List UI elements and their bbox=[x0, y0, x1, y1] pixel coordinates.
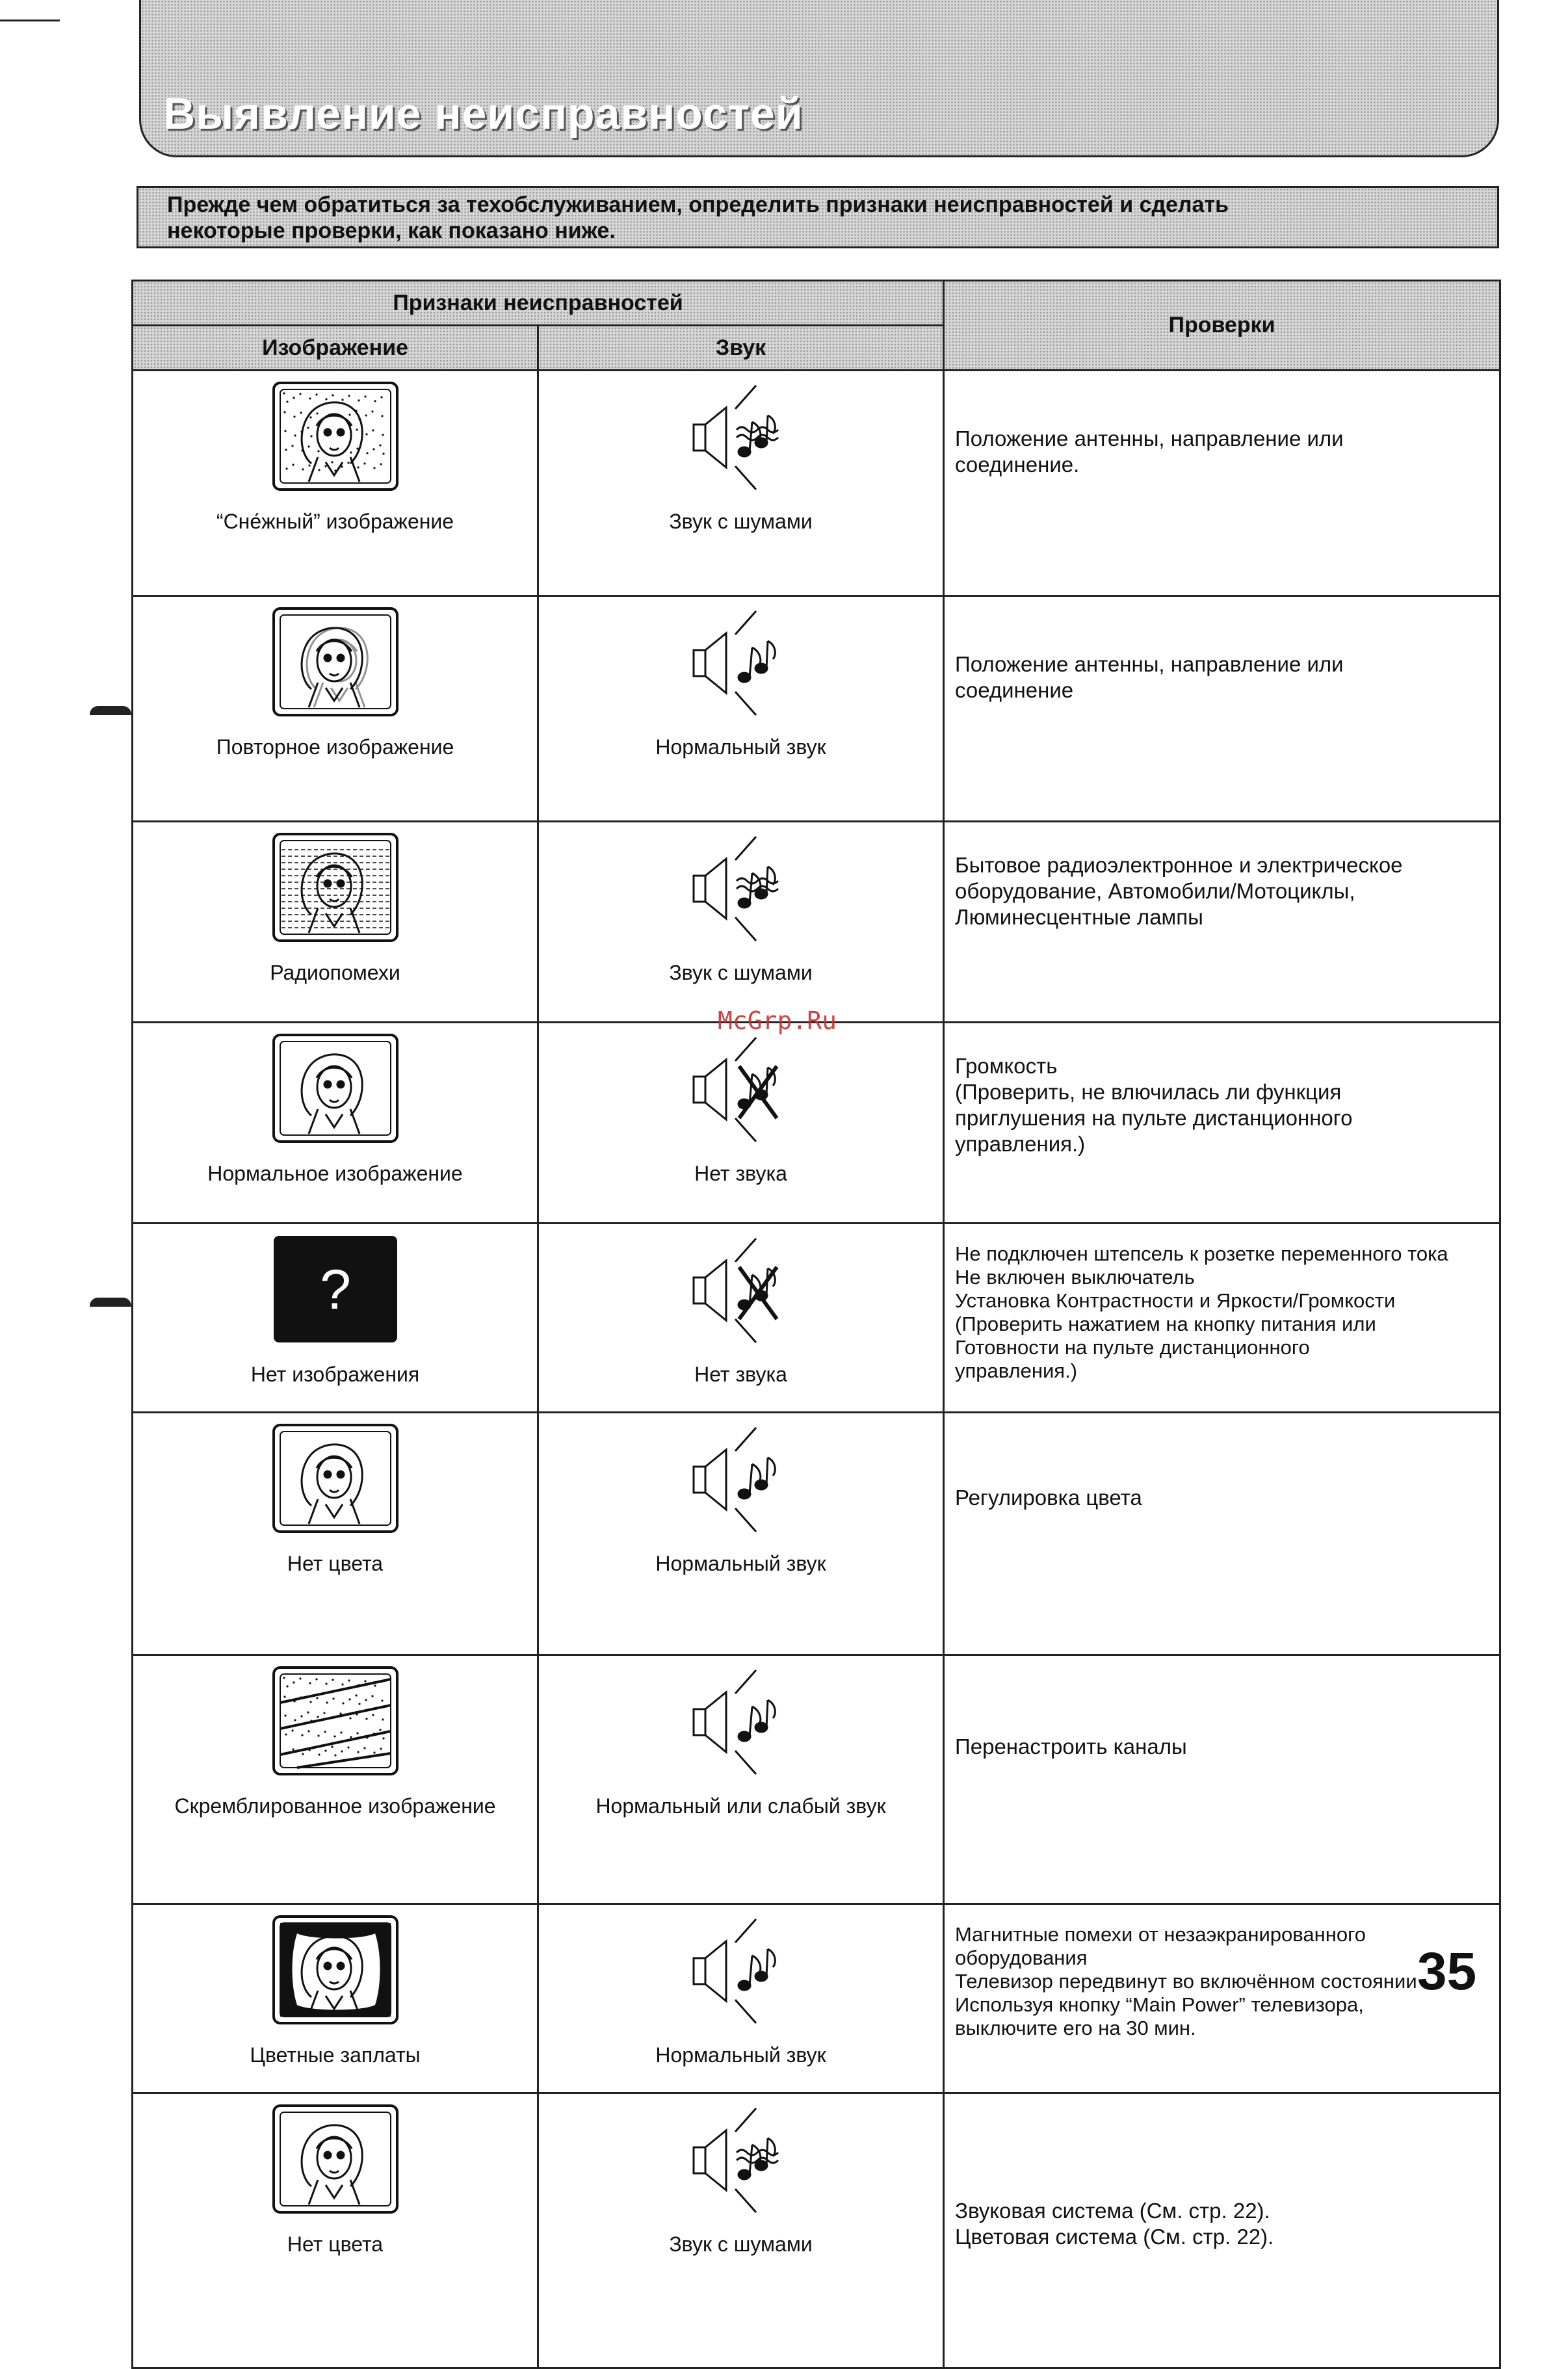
normal-tv-icon bbox=[271, 1422, 400, 1538]
image-symptom-cell bbox=[133, 596, 538, 822]
sound-symptom-cell bbox=[538, 1023, 944, 1224]
sound-symptom-label: Нет звука bbox=[694, 1363, 787, 1386]
image-symptom-label: Скремблированное изображение bbox=[174, 1794, 496, 1818]
check-line: Установка Контрастности и Яркости/Громкости bbox=[955, 1289, 1396, 1312]
sound-symptom-cell bbox=[538, 596, 944, 822]
check-line: Звуковая система (См. стр. 22). bbox=[955, 2199, 1270, 2223]
check-line: соединение bbox=[955, 678, 1074, 702]
speaker-icon bbox=[679, 601, 803, 727]
page-title: Выявление неисправностей bbox=[163, 89, 804, 138]
checks-cell bbox=[944, 1413, 1500, 1655]
watermark: McGrp.Ru bbox=[718, 1006, 837, 1035]
check-line: Бытовое радиоэлектронное и электрическое bbox=[955, 853, 1403, 877]
sound-symptom-label: Нормальный звук bbox=[655, 1552, 826, 1575]
image-symptom-cell bbox=[133, 822, 538, 1023]
check-line: приглушения на пульте дистанционного bbox=[955, 1106, 1353, 1130]
table-row bbox=[133, 371, 1500, 596]
scrambled-tv-icon bbox=[271, 1665, 400, 1780]
binding-mark bbox=[90, 706, 131, 715]
check-line: Положение антенны, направление или bbox=[955, 426, 1344, 451]
check-line: Перенастроить каналы bbox=[955, 1734, 1187, 1759]
check-line: управления.) bbox=[955, 1359, 1078, 1382]
normal-tv-icon bbox=[271, 2103, 400, 2218]
image-symptom-cell bbox=[133, 1413, 538, 1655]
check-line: оборудование, Автомобили/Мотоциклы, bbox=[955, 879, 1355, 903]
noisy-speaker-icon bbox=[679, 375, 803, 502]
sound-symptom-label: Звук с шумами bbox=[669, 2232, 813, 2256]
speaker-icon bbox=[679, 1417, 803, 1544]
check-line: Используя кнопку “Main Power” телевизора, bbox=[955, 1993, 1364, 2016]
check-line: Регулировка цвета bbox=[955, 1486, 1142, 1510]
corner-rule bbox=[0, 20, 60, 21]
check-line: Не включен выключатель bbox=[955, 1266, 1195, 1289]
checks-cell bbox=[944, 1655, 1500, 1904]
sound-symptom-label: Нормальный звук bbox=[655, 735, 826, 759]
noisy-speaker-icon bbox=[679, 826, 803, 953]
check-line: Положение антенны, направление или bbox=[955, 652, 1344, 676]
check-line: Люминесцентные лампы bbox=[955, 905, 1203, 929]
sound-symptom-label: Нет звука bbox=[694, 1162, 787, 1185]
image-symptom-cell bbox=[133, 2093, 538, 2368]
muted-speaker-icon bbox=[679, 1228, 803, 1355]
blank-tv-icon bbox=[271, 1233, 400, 1348]
image-symptom-cell bbox=[133, 1904, 538, 2093]
image-header: Изображение bbox=[133, 326, 538, 371]
checks-cell bbox=[944, 596, 1500, 822]
symptoms-header: Признаки неисправностей bbox=[133, 281, 944, 326]
image-symptom-cell bbox=[133, 1655, 538, 1904]
checks-cell bbox=[944, 1224, 1500, 1413]
check-line: управления.) bbox=[955, 1132, 1086, 1156]
check-line: Магнитные помехи от незаэкранированного bbox=[955, 1923, 1366, 1946]
interference-tv-icon bbox=[271, 831, 400, 947]
speaker-icon bbox=[679, 1660, 803, 1787]
image-symptom-label: Нормальное изображение bbox=[207, 1162, 463, 1185]
question-mark-glyph: ? bbox=[319, 1259, 351, 1321]
check-line: оборудования bbox=[955, 1946, 1088, 1969]
ghost-tv-icon bbox=[271, 606, 400, 721]
check-line: Не подключен штепсель к розетке переменного тока bbox=[955, 1242, 1448, 1265]
check-line: (Проверить, не влючилась ли функция bbox=[955, 1080, 1342, 1104]
image-symptom-cell bbox=[133, 371, 538, 596]
checks-cell bbox=[944, 2093, 1500, 2368]
image-symptom-label: “Сне́жный” изображение bbox=[216, 510, 454, 533]
sound-symptom-cell bbox=[538, 1655, 944, 1904]
table-row bbox=[133, 1655, 1500, 1904]
checks-header: Проверки bbox=[944, 281, 1500, 371]
table-row bbox=[133, 1224, 1500, 1413]
table-row bbox=[133, 1023, 1500, 1224]
check-line: выключите его на 30 мин. bbox=[955, 2017, 1196, 2039]
image-symptom-cell bbox=[133, 1224, 538, 1413]
binding-mark bbox=[90, 1298, 131, 1307]
table-row bbox=[133, 1413, 1500, 1655]
sound-symptom-label: Звук с шумами bbox=[669, 510, 813, 533]
sound-symptom-cell bbox=[538, 1904, 944, 2093]
check-line: Цветовая система (См. стр. 22). bbox=[955, 2225, 1274, 2249]
sound-symptom-label: Нормальный или слабый звук bbox=[595, 1794, 886, 1818]
sound-symptom-cell bbox=[538, 1224, 944, 1413]
intro-line: некоторые проверки, как показано ниже. bbox=[167, 218, 616, 243]
check-line: Телевизор передвинут во включённом состоянии bbox=[955, 1970, 1417, 1993]
troubleshooting-table bbox=[131, 280, 1501, 2369]
intro-box bbox=[137, 186, 1499, 248]
image-symptom-cell bbox=[133, 1023, 538, 1224]
check-line: Громкость bbox=[955, 1054, 1058, 1078]
image-symptom-label: Повторное изображение bbox=[216, 735, 454, 759]
image-symptom-label: Радиопомехи bbox=[270, 961, 400, 984]
snowy-tv-icon bbox=[271, 380, 400, 495]
normal-tv-icon bbox=[271, 1032, 400, 1147]
sound-symptom-cell bbox=[538, 1413, 944, 1655]
checks-cell bbox=[944, 371, 1500, 596]
sound-symptom-cell bbox=[538, 371, 944, 596]
sound-header: Звук bbox=[538, 326, 944, 371]
table-row bbox=[133, 596, 1500, 822]
table-row bbox=[133, 822, 1500, 1023]
intro-line: Прежде чем обратиться за техобслуживанием, определить признаки неисправностей и сделать bbox=[167, 192, 1229, 217]
checks-cell bbox=[944, 822, 1500, 1023]
check-line: Готовности на пульте дистанционного bbox=[955, 1336, 1310, 1359]
sound-symptom-label: Нормальный звук bbox=[655, 2043, 826, 2067]
sound-symptom-label: Звук с шумами bbox=[669, 961, 813, 984]
image-symptom-label: Нет цвета bbox=[287, 2232, 384, 2256]
sound-symptom-cell bbox=[538, 2093, 944, 2368]
check-line: соединение. bbox=[955, 452, 1080, 477]
noisy-speaker-icon bbox=[679, 2098, 803, 2225]
check-line: (Проверить нажатием на кнопку питания или bbox=[955, 1313, 1376, 1335]
page-number: 35 bbox=[1417, 1942, 1477, 2001]
checks-cell bbox=[944, 1023, 1500, 1224]
muted-speaker-icon bbox=[679, 1027, 803, 1154]
speaker-icon bbox=[679, 1909, 803, 2035]
title-banner bbox=[139, 0, 1499, 157]
image-symptom-label: Нет изображения bbox=[250, 1363, 420, 1386]
table-row bbox=[133, 2093, 1500, 2368]
image-symptom-label: Нет цвета bbox=[287, 1552, 384, 1575]
table-row bbox=[133, 1904, 1500, 2093]
color-patch-tv-icon bbox=[271, 1914, 400, 2029]
image-symptom-label: Цветные заплаты bbox=[250, 2043, 421, 2067]
sound-symptom-cell bbox=[538, 822, 944, 1023]
